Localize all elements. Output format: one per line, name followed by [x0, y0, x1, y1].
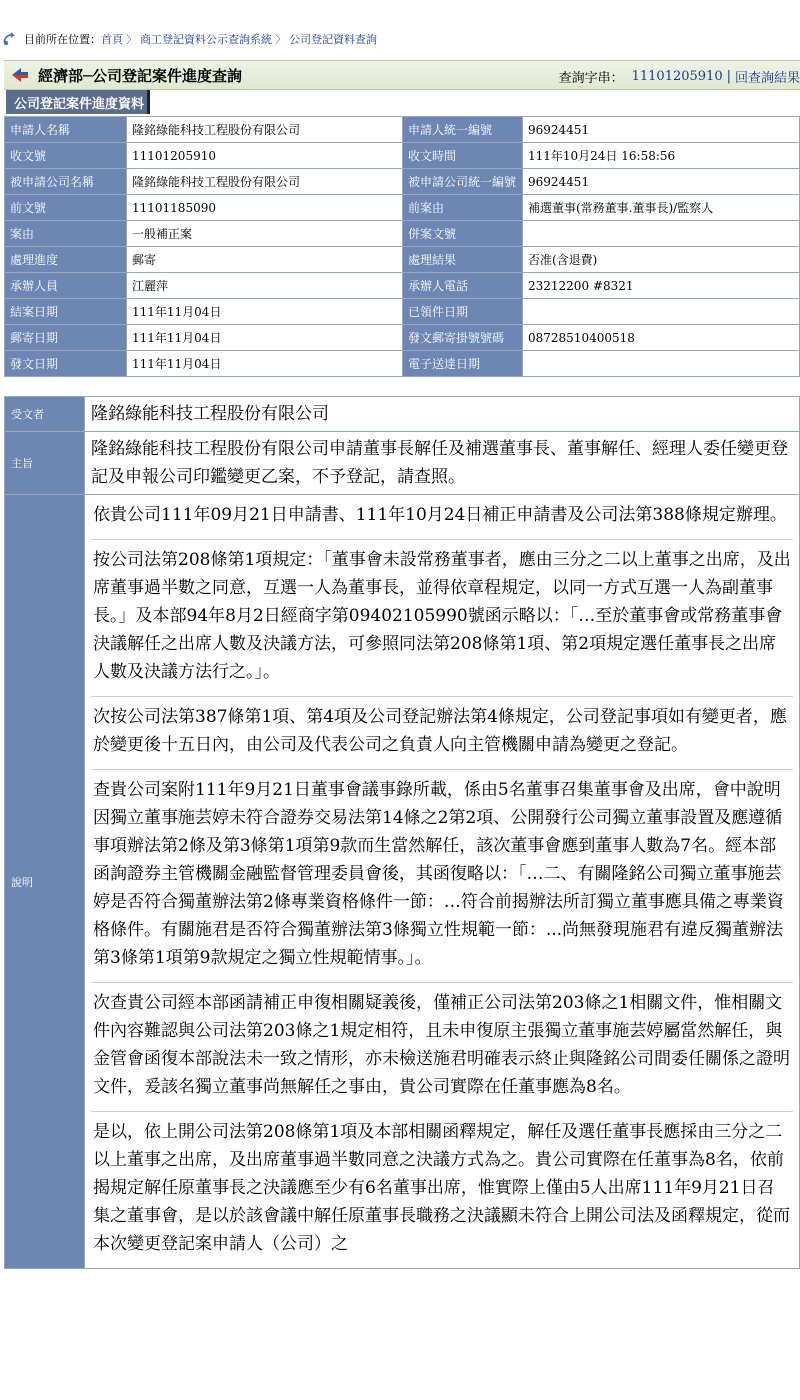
info-value: 11101185090 — [127, 195, 403, 221]
subject-value: 隆銘綠能科技工程股份有限公司申請董事長解任及補選董事長、董事解任、經理人委任變更登記及申報公司印鑑變更乙案，不予登記，請查照。 — [85, 432, 800, 495]
info-row — [5, 221, 800, 247]
case-info-table — [4, 116, 800, 377]
info-label: 申請人名稱 — [5, 117, 127, 143]
info-value: 11101205910 — [127, 143, 403, 169]
info-row — [5, 117, 800, 143]
explanation-paragraph: 次按公司法第387條第1項、第4項及公司登記辦法第4條規定，公司登記事項如有變更者，應於變更後十五日內，由公司及代表公司之負責人向主管機關申請為變更之登記。 — [91, 697, 793, 770]
query-value: 11101205910 — [631, 68, 723, 84]
breadcrumb-separator: 〉 — [126, 33, 137, 46]
tab-case-progress[interactable]: 公司登記案件進度資料 — [6, 90, 150, 114]
explanation-label: 說明 — [5, 495, 85, 1269]
official-letter-table — [4, 396, 800, 1269]
info-label: 承辦人電話 — [403, 273, 523, 299]
info-label: 電子送達日期 — [403, 351, 523, 377]
info-value — [523, 221, 800, 247]
info-label: 處理結果 — [403, 247, 523, 273]
info-value: 江麗萍 — [127, 273, 403, 299]
info-value: 96924451 — [523, 117, 800, 143]
info-value: 否准(含退費) — [523, 247, 800, 273]
info-label: 結案日期 — [5, 299, 127, 325]
recipient-label: 受文者 — [5, 397, 85, 432]
info-row — [5, 325, 800, 351]
explanation-paragraph: 是以，依上開公司法第208條第1項及本部相關函釋規定，解任及選任董事長應採由三分之二以上董事之出席，及出席董事過半數同意之決議方式為之。貴公司實際在任董事為8名，依前揭規定解任原董事長之決議應至少有6名董事出席，惟實際上僅由5人出席111年9月21日召集之董事會，是以於該會議中解任原董事長職務之決議顯未符合上開公司法及函釋規定，從而本次變更登記案申請人（公司）之 — [93, 1122, 790, 1254]
info-value: 111年11月04日 — [127, 325, 403, 351]
breadcrumb-system-link[interactable]: 商工登記資料公示查詢系統 — [140, 33, 272, 46]
query-info — [559, 61, 800, 91]
info-label: 前案由 — [403, 195, 523, 221]
location-icon — [2, 32, 18, 46]
back-to-results-link[interactable]: 回查詢結果 — [734, 70, 800, 86]
explanation-paragraph: 依貴公司111年09月21日申請書、111年10月24日補正申請書及公司法第388條規定辦理。 — [91, 495, 793, 540]
info-label: 郵寄日期 — [5, 325, 127, 351]
info-value: 一般補正案 — [127, 221, 403, 247]
page-title: 經濟部─公司登記案件進度查詢 — [38, 66, 243, 85]
query-label: 查詢字串： — [558, 70, 624, 86]
info-label: 處理進度 — [5, 247, 127, 273]
info-row — [5, 273, 800, 299]
page-header — [4, 60, 800, 90]
info-value: 郵寄 — [127, 247, 403, 273]
breadcrumb-prefix: 目前所在位置： — [24, 33, 101, 46]
info-row — [5, 299, 800, 325]
explanation-paragraph: 查貴公司案附111年9月21日董事會議事錄所載，係由5名董事召集董事會及出席，會中說明因獨立董事施芸婷未符合證券交易法第14條之2第2項、公開發行公司獨立董事設置及應遵循事項辦法第2條及第3條第1項第9款而生當然解任，該次董事會應到董事人數為7名。經本部函詢證券主管機關金融監督管理委員會後，其函復略以：「…二、有關隆銘公司獨立董事施芸婷是否符合獨董辦法第2條專業資格條件一節：…符合前揭辦法所訂獨立董事應具備之專業資格條件。有關施君是否符合獨董辦法第3條獨立性規範一節：...尚無發現施君有違反獨董辦法第3條第1項第9款規定之獨立性規範情事。」。 — [91, 770, 793, 983]
breadcrumb-separator: 〉 — [275, 33, 286, 46]
info-label: 被申請公司名稱 — [5, 169, 127, 195]
info-row — [5, 195, 800, 221]
info-label: 收文時間 — [403, 143, 523, 169]
info-row — [5, 247, 800, 273]
info-label: 承辦人員 — [5, 273, 127, 299]
moea-logo-icon — [10, 66, 32, 84]
info-label: 併案文號 — [403, 221, 523, 247]
info-value — [523, 351, 800, 377]
info-label: 申請人統一編號 — [403, 117, 523, 143]
subject-row — [5, 432, 800, 495]
info-value: 111年11月04日 — [127, 299, 403, 325]
info-value: 隆銘綠能科技工程股份有限公司 — [127, 169, 403, 195]
info-value: 111年10月24日 16:58:56 — [523, 143, 800, 169]
info-value: 111年11月04日 — [127, 351, 403, 377]
info-row — [5, 143, 800, 169]
info-value: 隆銘綠能科技工程股份有限公司 — [127, 117, 403, 143]
info-value: 96924451 — [523, 169, 800, 195]
info-label: 發文郵寄掛號號碼 — [403, 325, 523, 351]
subject-label: 主旨 — [5, 432, 85, 495]
explanation-row — [5, 495, 800, 1269]
info-value: 23212200 #8321 — [523, 273, 800, 299]
info-label: 前文號 — [5, 195, 127, 221]
recipient-value: 隆銘綠能科技工程股份有限公司 — [85, 397, 800, 432]
recipient-row — [5, 397, 800, 432]
info-label: 收文號 — [5, 143, 127, 169]
breadcrumb-company-query-link[interactable]: 公司登記資料查詢 — [289, 33, 377, 46]
info-row — [5, 351, 800, 377]
info-value: 08728510400518 — [523, 325, 800, 351]
info-row — [5, 169, 800, 195]
info-label: 已領件日期 — [403, 299, 523, 325]
explanation-paragraph: 次查貴公司經本部函請補正申復相關疑義後，僅補正公司法第203條之1相關文件，惟相關文件內容難認與公司法第203條之1規定相符，且未申復原主張獨立董事施芸婷屬當然解任，與金管會函復本部說法未一致之情形，亦未檢送施君明確表示終止與隆銘公司間委任關係之證明文件，爰該名獨立董事尚無解任之事由，貴公司實際在任董事應為8名。 — [91, 983, 793, 1112]
query-divider: | — [726, 68, 731, 84]
breadcrumb-home-link[interactable]: 首頁 — [101, 33, 123, 46]
breadcrumb — [2, 26, 377, 52]
info-value — [523, 299, 800, 325]
info-value: 補選董事(常務董事.董事長)/監察人 — [523, 195, 800, 221]
info-label: 被申請公司統一編號 — [403, 169, 523, 195]
explanation-body — [85, 495, 800, 1269]
info-label: 發文日期 — [5, 351, 127, 377]
info-label: 案由 — [5, 221, 127, 247]
explanation-paragraph: 按公司法第208條第1項規定：「董事會未設常務董事者，應由三分之二以上董事之出席，及出席董事過半數之同意，互選一人為董事長，並得依章程規定，以同一方式互選一人為副董事長。」及本部94年8月2日經商字第09402105990號函示略以：「…至於董事會或常務董事會決議解任之出席人數及決議方法，可參照同法第208條第1項、第2項規定選任董事長之出席人數及決議方法行之。」。 — [91, 540, 793, 697]
